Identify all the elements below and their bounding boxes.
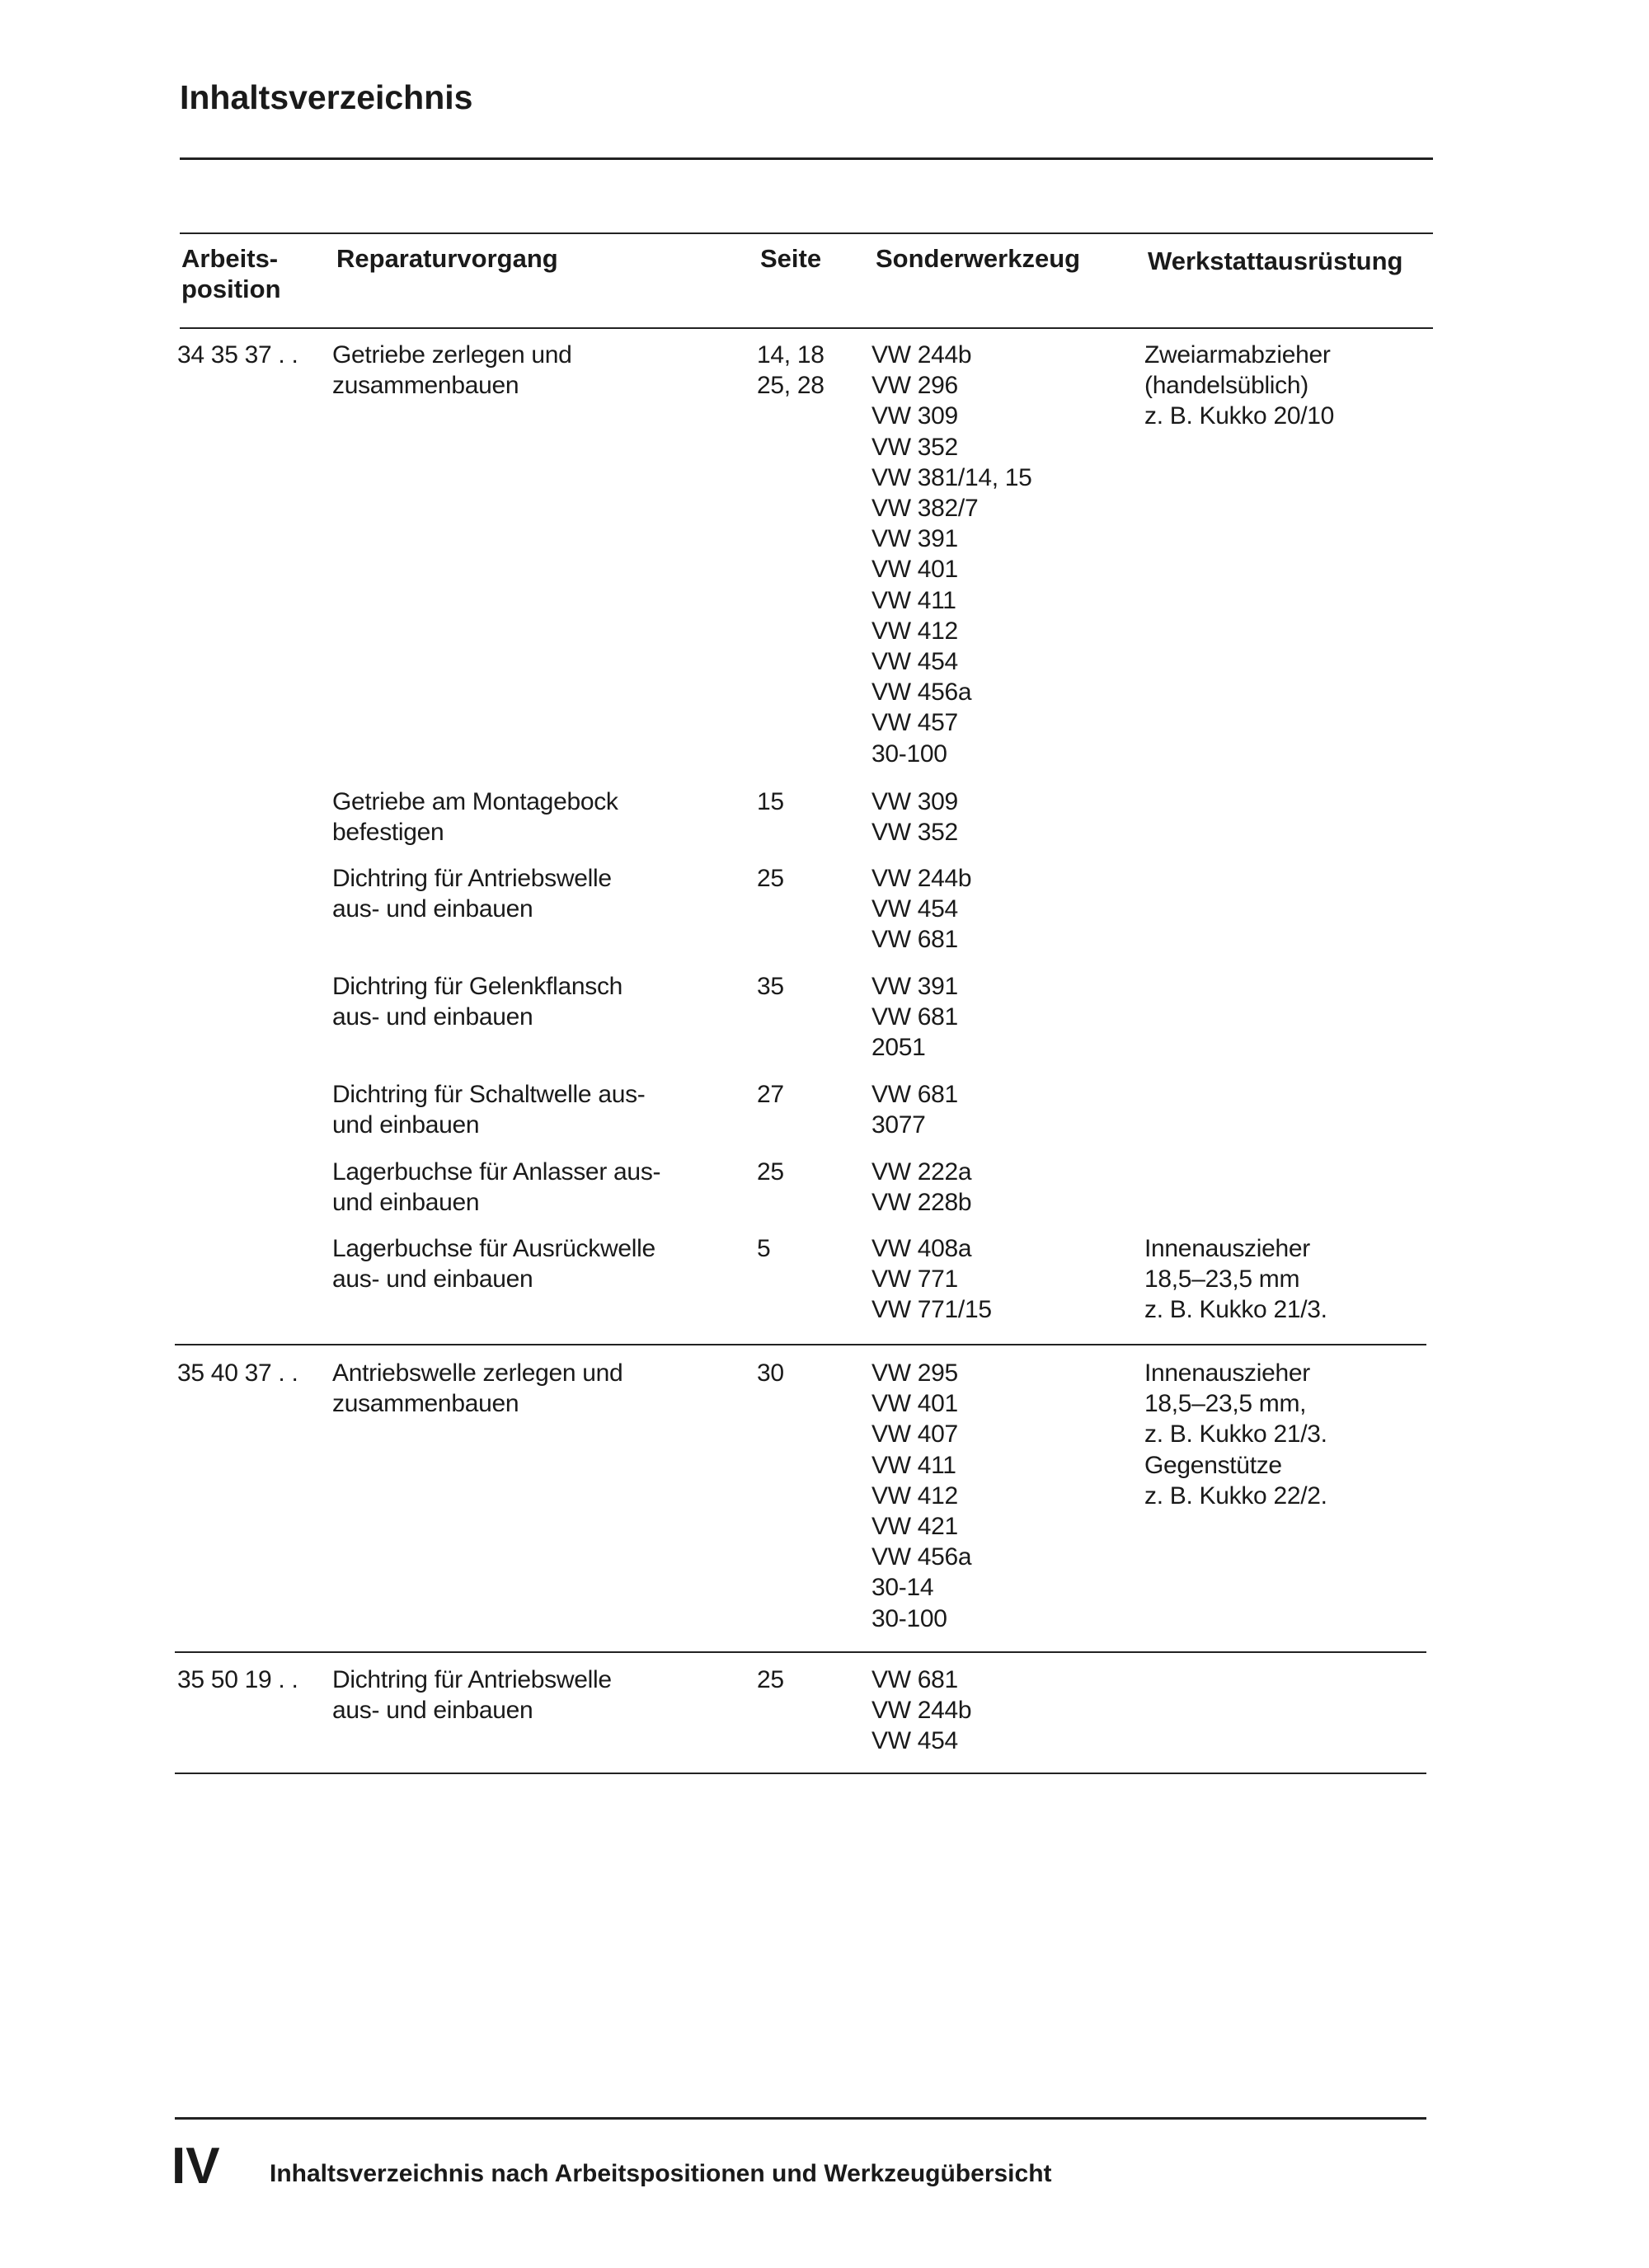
- sonderwerkzeug-item: VW 309: [871, 788, 958, 815]
- werkstattausruestung-line: Innenauszieher: [1144, 1235, 1310, 1262]
- seite-line: 15: [757, 788, 784, 815]
- group-divider: [175, 1344, 1426, 1345]
- sonderwerkzeug-item: 30-100: [871, 740, 947, 768]
- sonderwerkzeug-item: VW 681: [871, 1666, 958, 1693]
- sonderwerkzeug-item: VW 456a: [871, 679, 972, 707]
- sonderwerkzeug-item: 30-14: [871, 1574, 934, 1602]
- sonderwerkzeug-item: 2051: [871, 1034, 926, 1062]
- sonderwerkzeug-item: VW 681: [871, 1081, 958, 1108]
- reparaturvorgang-line: Antriebswelle zerlegen und: [332, 1359, 623, 1387]
- werkstattausruestung-line: 18,5–23,5 mm,: [1144, 1390, 1307, 1418]
- werkstattausruestung-line: z. B. Kukko 20/10: [1144, 402, 1335, 430]
- page-title: Inhaltsverzeichnis: [180, 78, 473, 116]
- reparaturvorgang-line: Dichtring für Schaltwelle aus-: [332, 1081, 646, 1108]
- seite-line: 25: [757, 1666, 784, 1693]
- reparaturvorgang-line: zusammenbauen: [332, 1390, 519, 1418]
- sonderwerkzeug-item: VW 295: [871, 1359, 958, 1387]
- reparaturvorgang-line: Getriebe am Montagebock: [332, 788, 618, 815]
- seite-line: 25: [757, 1158, 784, 1186]
- reparaturvorgang-line: aus- und einbauen: [332, 1697, 533, 1725]
- reparaturvorgang-line: Lagerbuchse für Ausrückwelle: [332, 1235, 655, 1262]
- sonderwerkzeug-item: VW 771: [871, 1265, 958, 1294]
- seite-line: 35: [757, 973, 784, 1000]
- sonderwerkzeug-item: VW 352: [871, 433, 958, 461]
- sonderwerkzeug-item: VW 771/15: [871, 1296, 992, 1324]
- top-rule: [180, 157, 1433, 160]
- sonderwerkzeug-item: VW 401: [871, 556, 958, 584]
- werkstattausruestung-line: 18,5–23,5 mm: [1144, 1265, 1300, 1294]
- sonderwerkzeug-item: VW 411: [871, 1451, 956, 1479]
- reparaturvorgang-line: zusammenbauen: [332, 372, 519, 400]
- group-divider: [175, 1651, 1426, 1653]
- sonderwerkzeug-item: VW 296: [871, 372, 958, 400]
- werkstattausruestung-line: z. B. Kukko 21/3.: [1144, 1296, 1327, 1324]
- sonderwerkzeug-item: VW 391: [871, 973, 958, 1000]
- arbeitsposition: 35 50 19 . .: [177, 1666, 298, 1693]
- header-sonderwerkzeug: Sonderwerkzeug: [876, 244, 1081, 273]
- reparaturvorgang-line: befestigen: [332, 819, 444, 847]
- sonderwerkzeug-item: VW 411: [871, 586, 956, 614]
- seite-line: 25: [757, 865, 784, 892]
- header-seite: Seite: [760, 244, 822, 273]
- reparaturvorgang-line: Dichtring für Antriebswelle: [332, 1666, 612, 1693]
- header-reparaturvorgang: Reparaturvorgang: [336, 244, 558, 273]
- sonderwerkzeug-item: VW 381/14, 15: [871, 463, 1032, 491]
- reparaturvorgang-line: und einbauen: [332, 1189, 480, 1217]
- sonderwerkzeug-item: VW 454: [871, 1727, 958, 1755]
- footer-page-number: IV: [171, 2138, 220, 2195]
- sonderwerkzeug-item: VW 244b: [871, 341, 972, 369]
- sonderwerkzeug-item: VW 401: [871, 1390, 958, 1418]
- werkstattausruestung-line: z. B. Kukko 22/2.: [1144, 1481, 1327, 1510]
- sonderwerkzeug-item: VW 244b: [871, 1697, 972, 1725]
- sonderwerkzeug-item: VW 309: [871, 402, 958, 430]
- footer-text: Inhaltsverzeichnis nach Arbeitspositionen und Werkzeugübersicht: [270, 2160, 1052, 2187]
- sonderwerkzeug-item: 3077: [871, 1111, 926, 1139]
- seite-line: 14, 18: [757, 341, 824, 369]
- sonderwerkzeug-item: VW 454: [871, 895, 958, 923]
- reparaturvorgang-line: Lagerbuchse für Anlasser aus-: [332, 1158, 661, 1186]
- reparaturvorgang-line: aus- und einbauen: [332, 1003, 533, 1031]
- header-bottom-rule: [180, 327, 1433, 329]
- seite-line: 27: [757, 1081, 784, 1108]
- sonderwerkzeug-item: VW 456a: [871, 1543, 972, 1571]
- sonderwerkzeug-item: VW 421: [871, 1513, 958, 1540]
- sonderwerkzeug-item: VW 412: [871, 617, 958, 645]
- arbeitsposition: 34 35 37 . .: [177, 341, 298, 369]
- werkstattausruestung-line: Zweiarmabzieher: [1144, 341, 1331, 369]
- reparaturvorgang-line: und einbauen: [332, 1111, 480, 1139]
- seite-line: 30: [757, 1359, 784, 1387]
- reparaturvorgang-line: aus- und einbauen: [332, 895, 533, 923]
- header-top-rule: [180, 232, 1433, 234]
- sonderwerkzeug-item: VW 352: [871, 819, 958, 847]
- reparaturvorgang-line: Getriebe zerlegen und: [332, 341, 572, 369]
- group-divider: [175, 1773, 1426, 1774]
- seite-line: 5: [757, 1235, 771, 1262]
- werkstattausruestung-line: Gegenstütze: [1144, 1451, 1282, 1479]
- sonderwerkzeug-item: VW 391: [871, 525, 958, 553]
- sonderwerkzeug-item: 30-100: [871, 1604, 947, 1632]
- sonderwerkzeug-item: VW 408a: [871, 1235, 972, 1262]
- reparaturvorgang-line: aus- und einbauen: [332, 1265, 533, 1294]
- sonderwerkzeug-item: VW 681: [871, 1003, 958, 1031]
- sonderwerkzeug-item: VW 244b: [871, 865, 972, 892]
- footer-rule: [175, 2117, 1426, 2120]
- sonderwerkzeug-item: VW 382/7: [871, 495, 979, 522]
- header-werkstattausruestung: Werkstattausrüstung: [1148, 247, 1403, 275]
- seite-line: 25, 28: [757, 372, 824, 400]
- sonderwerkzeug-item: VW 454: [871, 648, 958, 675]
- werkstattausruestung-line: (handelsüblich): [1144, 372, 1308, 400]
- werkstattausruestung-line: Innenauszieher: [1144, 1359, 1310, 1387]
- sonderwerkzeug-item: VW 457: [871, 709, 958, 737]
- reparaturvorgang-line: Dichtring für Antriebswelle: [332, 865, 612, 892]
- sonderwerkzeug-item: VW 681: [871, 926, 958, 954]
- arbeitsposition: 35 40 37 . .: [177, 1359, 298, 1387]
- header-arbeitsposition: Arbeits- position: [181, 244, 281, 303]
- reparaturvorgang-line: Dichtring für Gelenkflansch: [332, 973, 623, 1000]
- sonderwerkzeug-item: VW 412: [871, 1481, 958, 1510]
- sonderwerkzeug-item: VW 228b: [871, 1189, 972, 1217]
- sonderwerkzeug-item: VW 407: [871, 1420, 958, 1449]
- werkstattausruestung-line: z. B. Kukko 21/3.: [1144, 1420, 1327, 1449]
- sonderwerkzeug-item: VW 222a: [871, 1158, 972, 1186]
